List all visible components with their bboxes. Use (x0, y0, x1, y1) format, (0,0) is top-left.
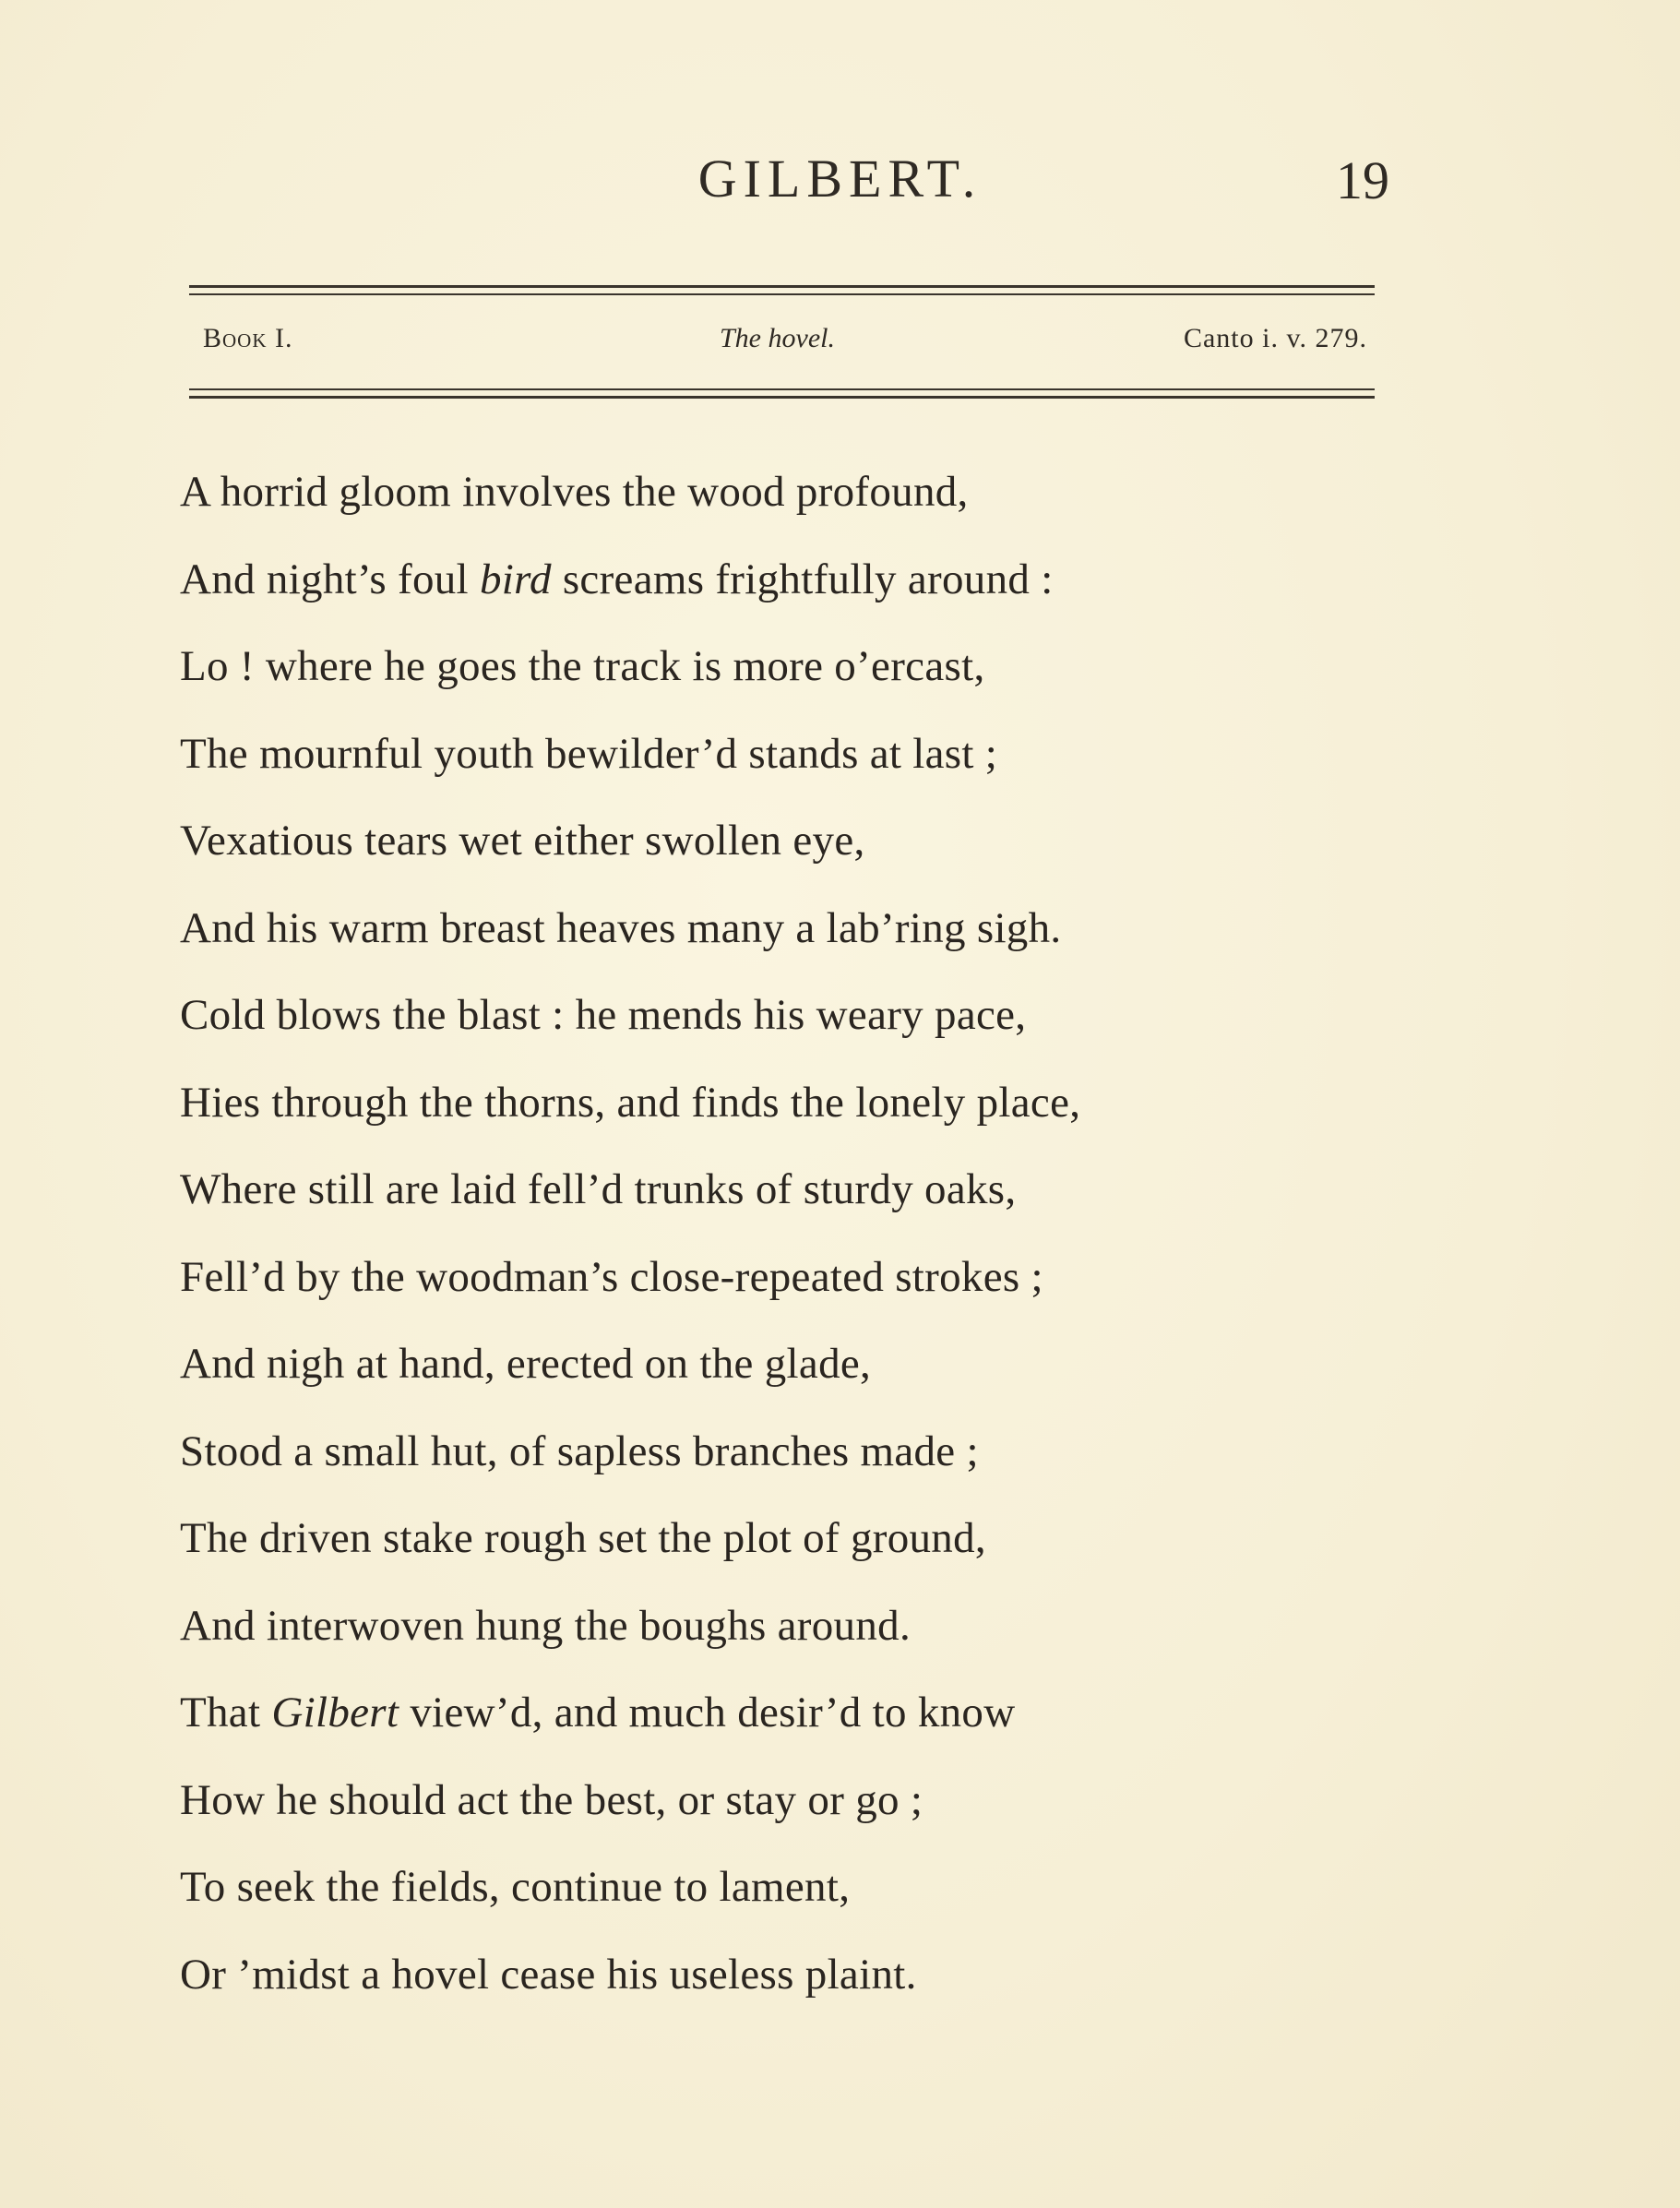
verse-text: Or ’midst a hovel cease his useless plaint. (180, 1950, 917, 1999)
verse-text: How he should act the best, or stay or go ; (180, 1775, 923, 1824)
book-label (203, 323, 293, 354)
verse-text: And night’s foul (180, 555, 480, 603)
verse-line (180, 1510, 1379, 1598)
verse-italic-text: Gilbert (271, 1689, 399, 1737)
verse-text: Where still are laid fell’d trunks of sturdy oaks, (180, 1165, 1017, 1213)
page-number: 19 (1336, 150, 1389, 210)
verse-line (180, 813, 1379, 901)
verse-line (180, 1249, 1379, 1337)
running-title: GILBERT. (697, 149, 983, 209)
verse-text: Fell’d by the woodman’s close-repeated strokes ; (180, 1252, 1043, 1301)
verse-text: Stood a small hut, of sapless branches made ; (180, 1426, 979, 1475)
verse-text: The driven stake rough set the plot of ground, (180, 1514, 986, 1562)
verse-text: A horrid gloom involves the wood profound, (180, 468, 969, 516)
verse-line (180, 1685, 1379, 1772)
verse-text: And nigh at hand, erected on the glade, (180, 1340, 872, 1388)
verse-text: And interwoven hung the boughs around. (180, 1601, 911, 1650)
verse-line (180, 1947, 1379, 2035)
book-label-text: Book I. (203, 323, 293, 353)
headline (203, 323, 1367, 364)
verse-line (180, 464, 1379, 552)
verse-line (180, 1336, 1379, 1424)
verse-text: screams frightfully around : (551, 555, 1054, 603)
header-rule-top (189, 285, 1375, 288)
verse-line (180, 1859, 1379, 1947)
verse-block (180, 464, 1379, 2034)
verse-line (180, 639, 1379, 726)
verse-text: To seek the fields, continue to lament, (180, 1863, 851, 1911)
verse-line (180, 552, 1379, 639)
verse-text: The mournful youth bewilder’d stands at last ; (180, 729, 998, 778)
header-rule-bottom-thin (189, 388, 1375, 390)
header-rule-top-thin (189, 293, 1375, 295)
verse-text: Cold blows the blast : he mends his weary pace, (180, 991, 1027, 1039)
verse-line (180, 1424, 1379, 1511)
verse-line (180, 1598, 1379, 1686)
canto-reference: Canto i. v. 279. (1183, 323, 1367, 353)
verse-text: Lo ! where he goes the track is more o’ercast, (180, 642, 985, 690)
verse-italic-text: bird (479, 555, 552, 603)
header-rule-bottom (189, 396, 1375, 399)
verse-line (180, 1162, 1379, 1249)
verse-text: And his warm breast heaves many a lab’ring sigh. (180, 903, 1062, 952)
verse-line (180, 726, 1379, 814)
section-title: The hovel. (720, 323, 835, 353)
verse-text: Vexatious tears wet either swollen eye, (180, 817, 865, 865)
verse-text: That (180, 1689, 272, 1737)
verse-text: Hies through the thorns, and finds the lonely place, (180, 1078, 1081, 1127)
verse-text: view’d, and much desir’d to know (399, 1689, 1016, 1737)
verse-line (180, 987, 1379, 1075)
verse-line (180, 1075, 1379, 1163)
verse-line (180, 901, 1379, 988)
verse-line (180, 1772, 1379, 1860)
